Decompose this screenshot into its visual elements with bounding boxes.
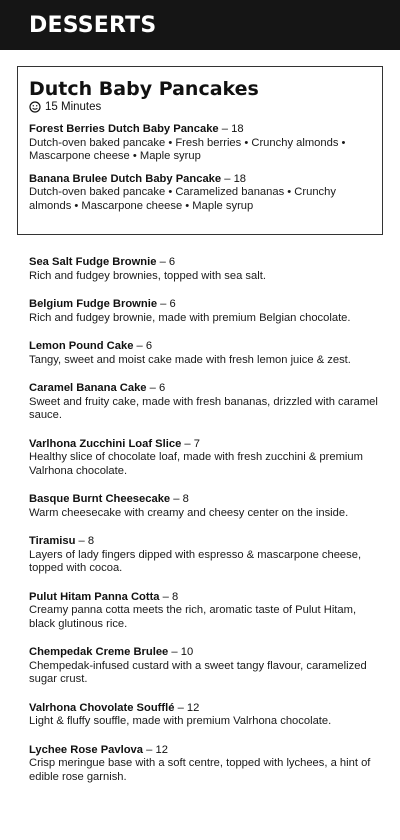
- featured-item: [29, 173, 372, 214]
- price-separator: –: [177, 701, 187, 714]
- item-description: Crisp meringue base with a soft centre, topped with lychees, a hint of edible rose garnish.: [29, 757, 371, 783]
- item-name: Valrhona Chovolate Soufflé: [29, 701, 175, 714]
- item-price: 8: [87, 535, 95, 547]
- item-name: Lychee Rose Pavlova: [29, 743, 144, 756]
- item-price: 12: [155, 743, 168, 756]
- item-price: 6: [145, 340, 153, 352]
- item-price: 6: [169, 298, 176, 310]
- item-name: Varlhona Zucchini Loaf Slice: [29, 437, 182, 450]
- list-item: [29, 744, 379, 785]
- price-separator: –: [184, 437, 194, 450]
- item-price: 8: [182, 493, 189, 505]
- list-item: [29, 298, 379, 325]
- item-name: Sea Salt Fudge Brownie: [29, 256, 157, 268]
- list-item: [29, 256, 379, 283]
- list-item: [29, 382, 379, 423]
- price-separator: –: [162, 590, 172, 603]
- item-description: Chempedak-infused custard with a sweet tangy flavour, caramelized sugar crust.: [29, 659, 367, 685]
- featured-box: [17, 66, 383, 235]
- item-price: 10: [180, 646, 194, 658]
- item-price: 6: [158, 382, 166, 394]
- item-description: Light & fluffy souffle, made with premium Valrhona chocolate.: [29, 715, 332, 727]
- duration: [29, 100, 372, 114]
- price-separator: –: [78, 535, 88, 547]
- price-separator: –: [146, 743, 156, 756]
- list-item: [29, 702, 379, 729]
- item-name: Forest Berries Dutch Baby Pancake: [29, 123, 219, 135]
- item-name: Tiramisu: [29, 535, 76, 547]
- item-description: Sweet and fruity cake, made with fresh bananas, drizzled with caramel sauce.: [29, 395, 378, 421]
- item-description: Warm cheesecake with creamy and cheesy center on the inside.: [29, 506, 349, 519]
- item-name: Belgium Fudge Brownie: [29, 298, 158, 310]
- item-description: Healthy slice of chocolate loaf, made with fresh zucchini & premium Valrhona chocolate.: [29, 451, 363, 477]
- price-separator: –: [160, 298, 170, 310]
- list-item: [29, 646, 379, 687]
- list-item: [29, 438, 379, 479]
- item-price: 8: [171, 590, 179, 603]
- item-description: Rich and fudgey brownies, topped with sea salt.: [29, 269, 266, 282]
- list-item: [29, 535, 379, 576]
- item-name: Lemon Pound Cake: [29, 340, 134, 352]
- duration-text: 15 Minutes: [45, 101, 102, 113]
- list-item: [29, 493, 379, 520]
- item-description: Dutch-oven baked pancake • Caramelized bananas • Crunchy almonds • Mascarpone cheese • Maple syrup: [29, 186, 336, 212]
- item-price: 6: [168, 256, 176, 268]
- item-description: Dutch-oven baked pancake • Fresh berries • Crunchy almonds • Mascarpone cheese • Maple syrup: [29, 136, 346, 162]
- item-description: Creamy panna cotta meets the rich, aromatic taste of Pulut Hitam, black glutinous rice.: [29, 604, 357, 630]
- price-separator: –: [173, 493, 183, 505]
- item-name: Caramel Banana Cake: [29, 382, 147, 394]
- item-price: 12: [186, 701, 200, 714]
- item-price: 18: [231, 123, 244, 135]
- list-item: [29, 591, 379, 632]
- item-description: Layers of lady fingers dipped with espresso & mascarpone cheese, topped with cocoa.: [29, 548, 362, 574]
- item-name: Basque Burnt Cheesecake: [29, 493, 171, 505]
- item-name: Banana Brulee Dutch Baby Pancake: [29, 172, 222, 185]
- item-name: Pulut Hitam Panna Cotta: [29, 590, 160, 603]
- price-separator: –: [136, 340, 146, 352]
- price-separator: –: [224, 172, 234, 185]
- price-separator: –: [221, 123, 232, 135]
- item-price: 7: [193, 437, 200, 450]
- item-description: Rich and fudgey brownie, made with premium Belgian chocolate.: [29, 311, 351, 324]
- page-title: DESSERTS: [29, 12, 157, 38]
- clock-icon: [29, 101, 41, 113]
- page-header: [0, 0, 400, 50]
- item-description: Tangy, sweet and moist cake made with fresh lemon juice & zest.: [29, 353, 351, 366]
- featured-item: [29, 123, 372, 164]
- dessert-list: [29, 256, 379, 799]
- item-price: 18: [233, 172, 247, 185]
- featured-title: Dutch Baby Pancakes: [29, 78, 259, 100]
- price-separator: –: [171, 646, 181, 658]
- price-separator: –: [149, 382, 159, 394]
- item-name: Chempedak Creme Brulee: [29, 646, 169, 658]
- list-item: [29, 340, 379, 367]
- price-separator: –: [159, 256, 169, 268]
